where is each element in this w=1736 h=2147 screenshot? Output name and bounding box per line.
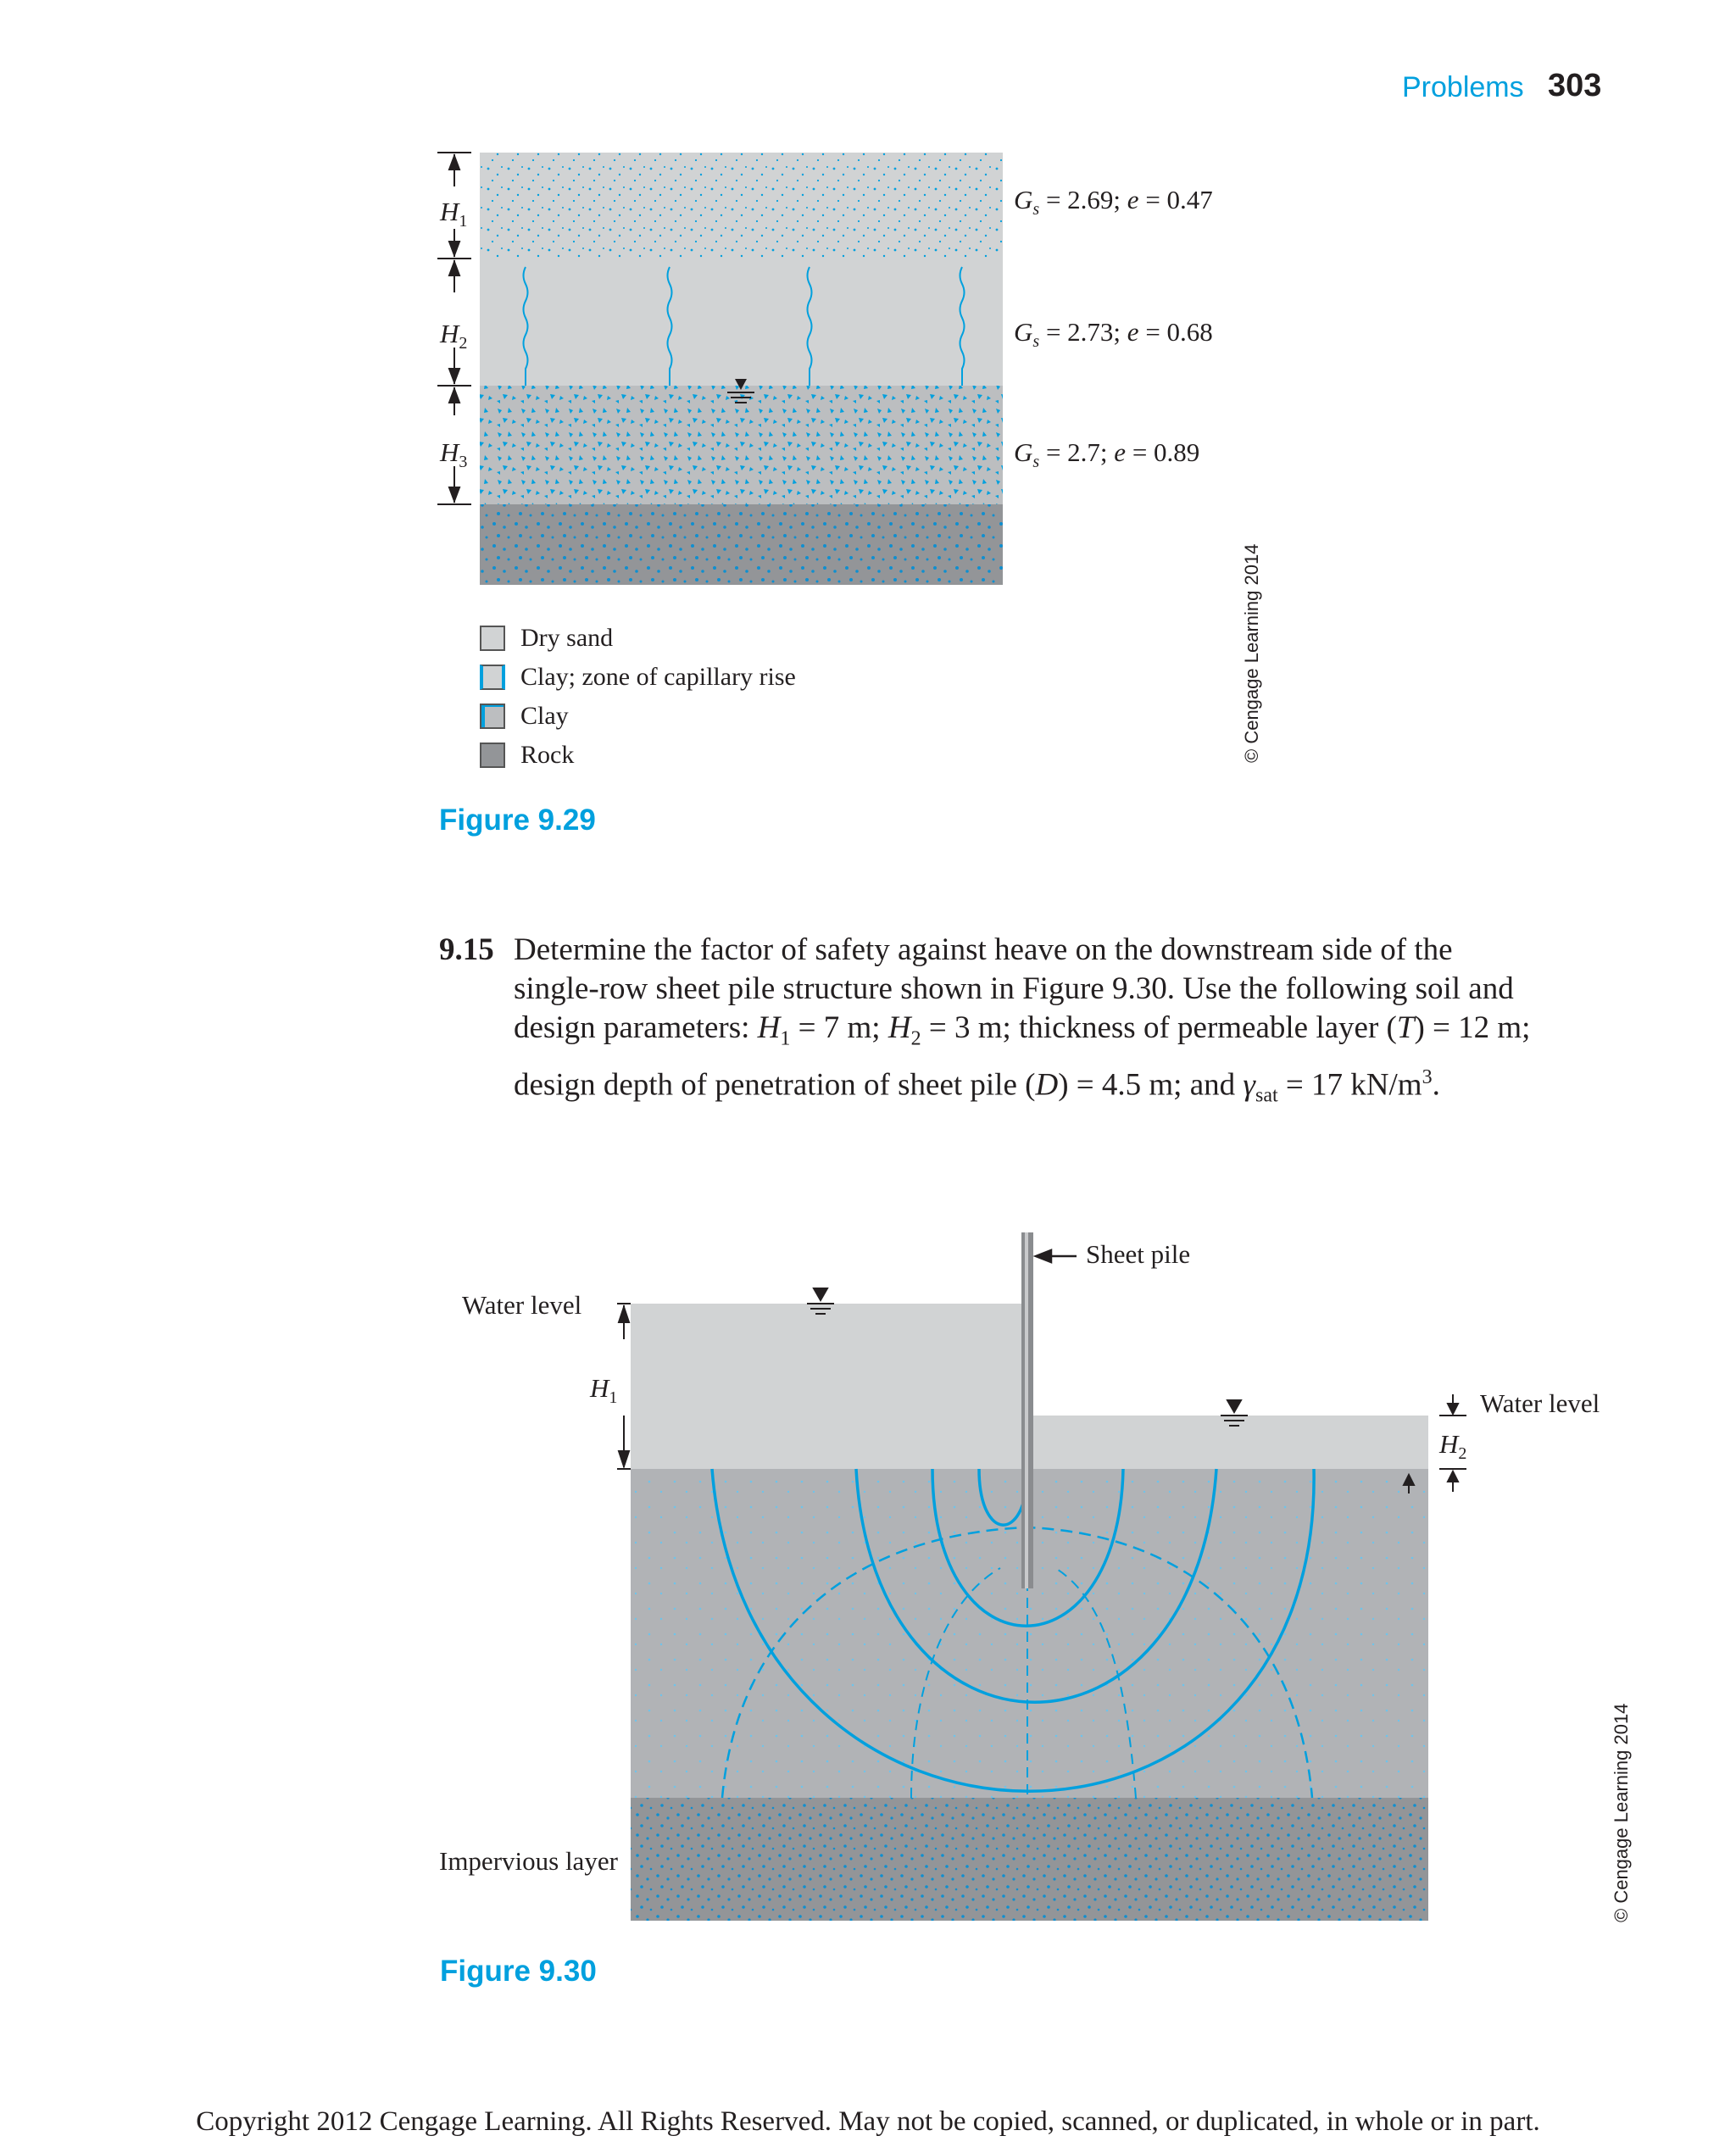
legend-swatch-clay [480, 704, 505, 729]
problem-9-15 [439, 931, 1541, 1115]
dim-label-h2: $H_2$ [440, 319, 468, 353]
figure-9-30-credit: © Cengage Learning 2014 [1611, 1703, 1632, 1922]
figure-9-29-diagram [424, 144, 1017, 619]
page-number: 303 [1548, 68, 1602, 103]
dim-label-h1: $H_1$ [440, 197, 468, 231]
figure-9-29-caption: Figure 9.29 [439, 804, 596, 837]
impervious-layer-label: Impervious layer [439, 1846, 618, 1876]
layer-label-capillary-clay: $G_s = 2.73$; e = 0.68 [1014, 317, 1213, 352]
dim-label-h3: $H_3$ [440, 437, 468, 472]
section-title: Problems [1402, 71, 1524, 103]
sheet-pile-label: Sheet pile [1086, 1239, 1191, 1269]
problem-number: 9.15 [439, 932, 494, 967]
layer-label-clay: $G_s = 2.7$; e = 0.89 [1014, 437, 1200, 472]
problem-text: Determine the factor of safety against heave on the downstream side of the single-row sheet pile structure shown in Figure 9.30. Use the following soil and design parameters: $H_1 = 7$ m; $H_2 = 3$ m; thickness of permeable layer (T) = 12 m; design depth of penetration of sheet pile (D) = 4.5 m; and $\gamma_{sat} = 17$ $kN/m^3$. [514, 932, 1531, 1108]
figure-9-30-diagram [593, 1221, 1492, 1933]
legend-swatch-capillary-clay [480, 665, 505, 690]
dim-label-h2-fig930: $H_2$ [1439, 1429, 1467, 1464]
legend-swatch-dry-sand [480, 626, 505, 651]
water-level-left-label: Water level [462, 1290, 582, 1320]
figure-9-30-caption: Figure 9.30 [440, 1955, 597, 1988]
water-level-right-label: Water level [1480, 1388, 1600, 1418]
layer-label-dry-sand: $G_s = 2.69$; e = 0.47 [1014, 185, 1213, 220]
legend-item-capillary-clay: Clay; zone of capillary rise [480, 663, 796, 692]
legend-item-clay: Clay [480, 702, 569, 731]
legend-swatch-rock [480, 743, 505, 768]
figure-9-29-credit: © Cengage Learning 2014 [1241, 543, 1262, 763]
legend-item-dry-sand: Dry sand [480, 624, 613, 653]
dim-label-h1-fig930: $H_1$ [590, 1373, 618, 1408]
copyright-footer: Copyright 2012 Cengage Learning. All Rights Reserved. May not be copied, scanned, or duplicated, in whole or in part. [196, 2106, 1540, 2137]
legend-item-rock: Rock [480, 741, 574, 770]
